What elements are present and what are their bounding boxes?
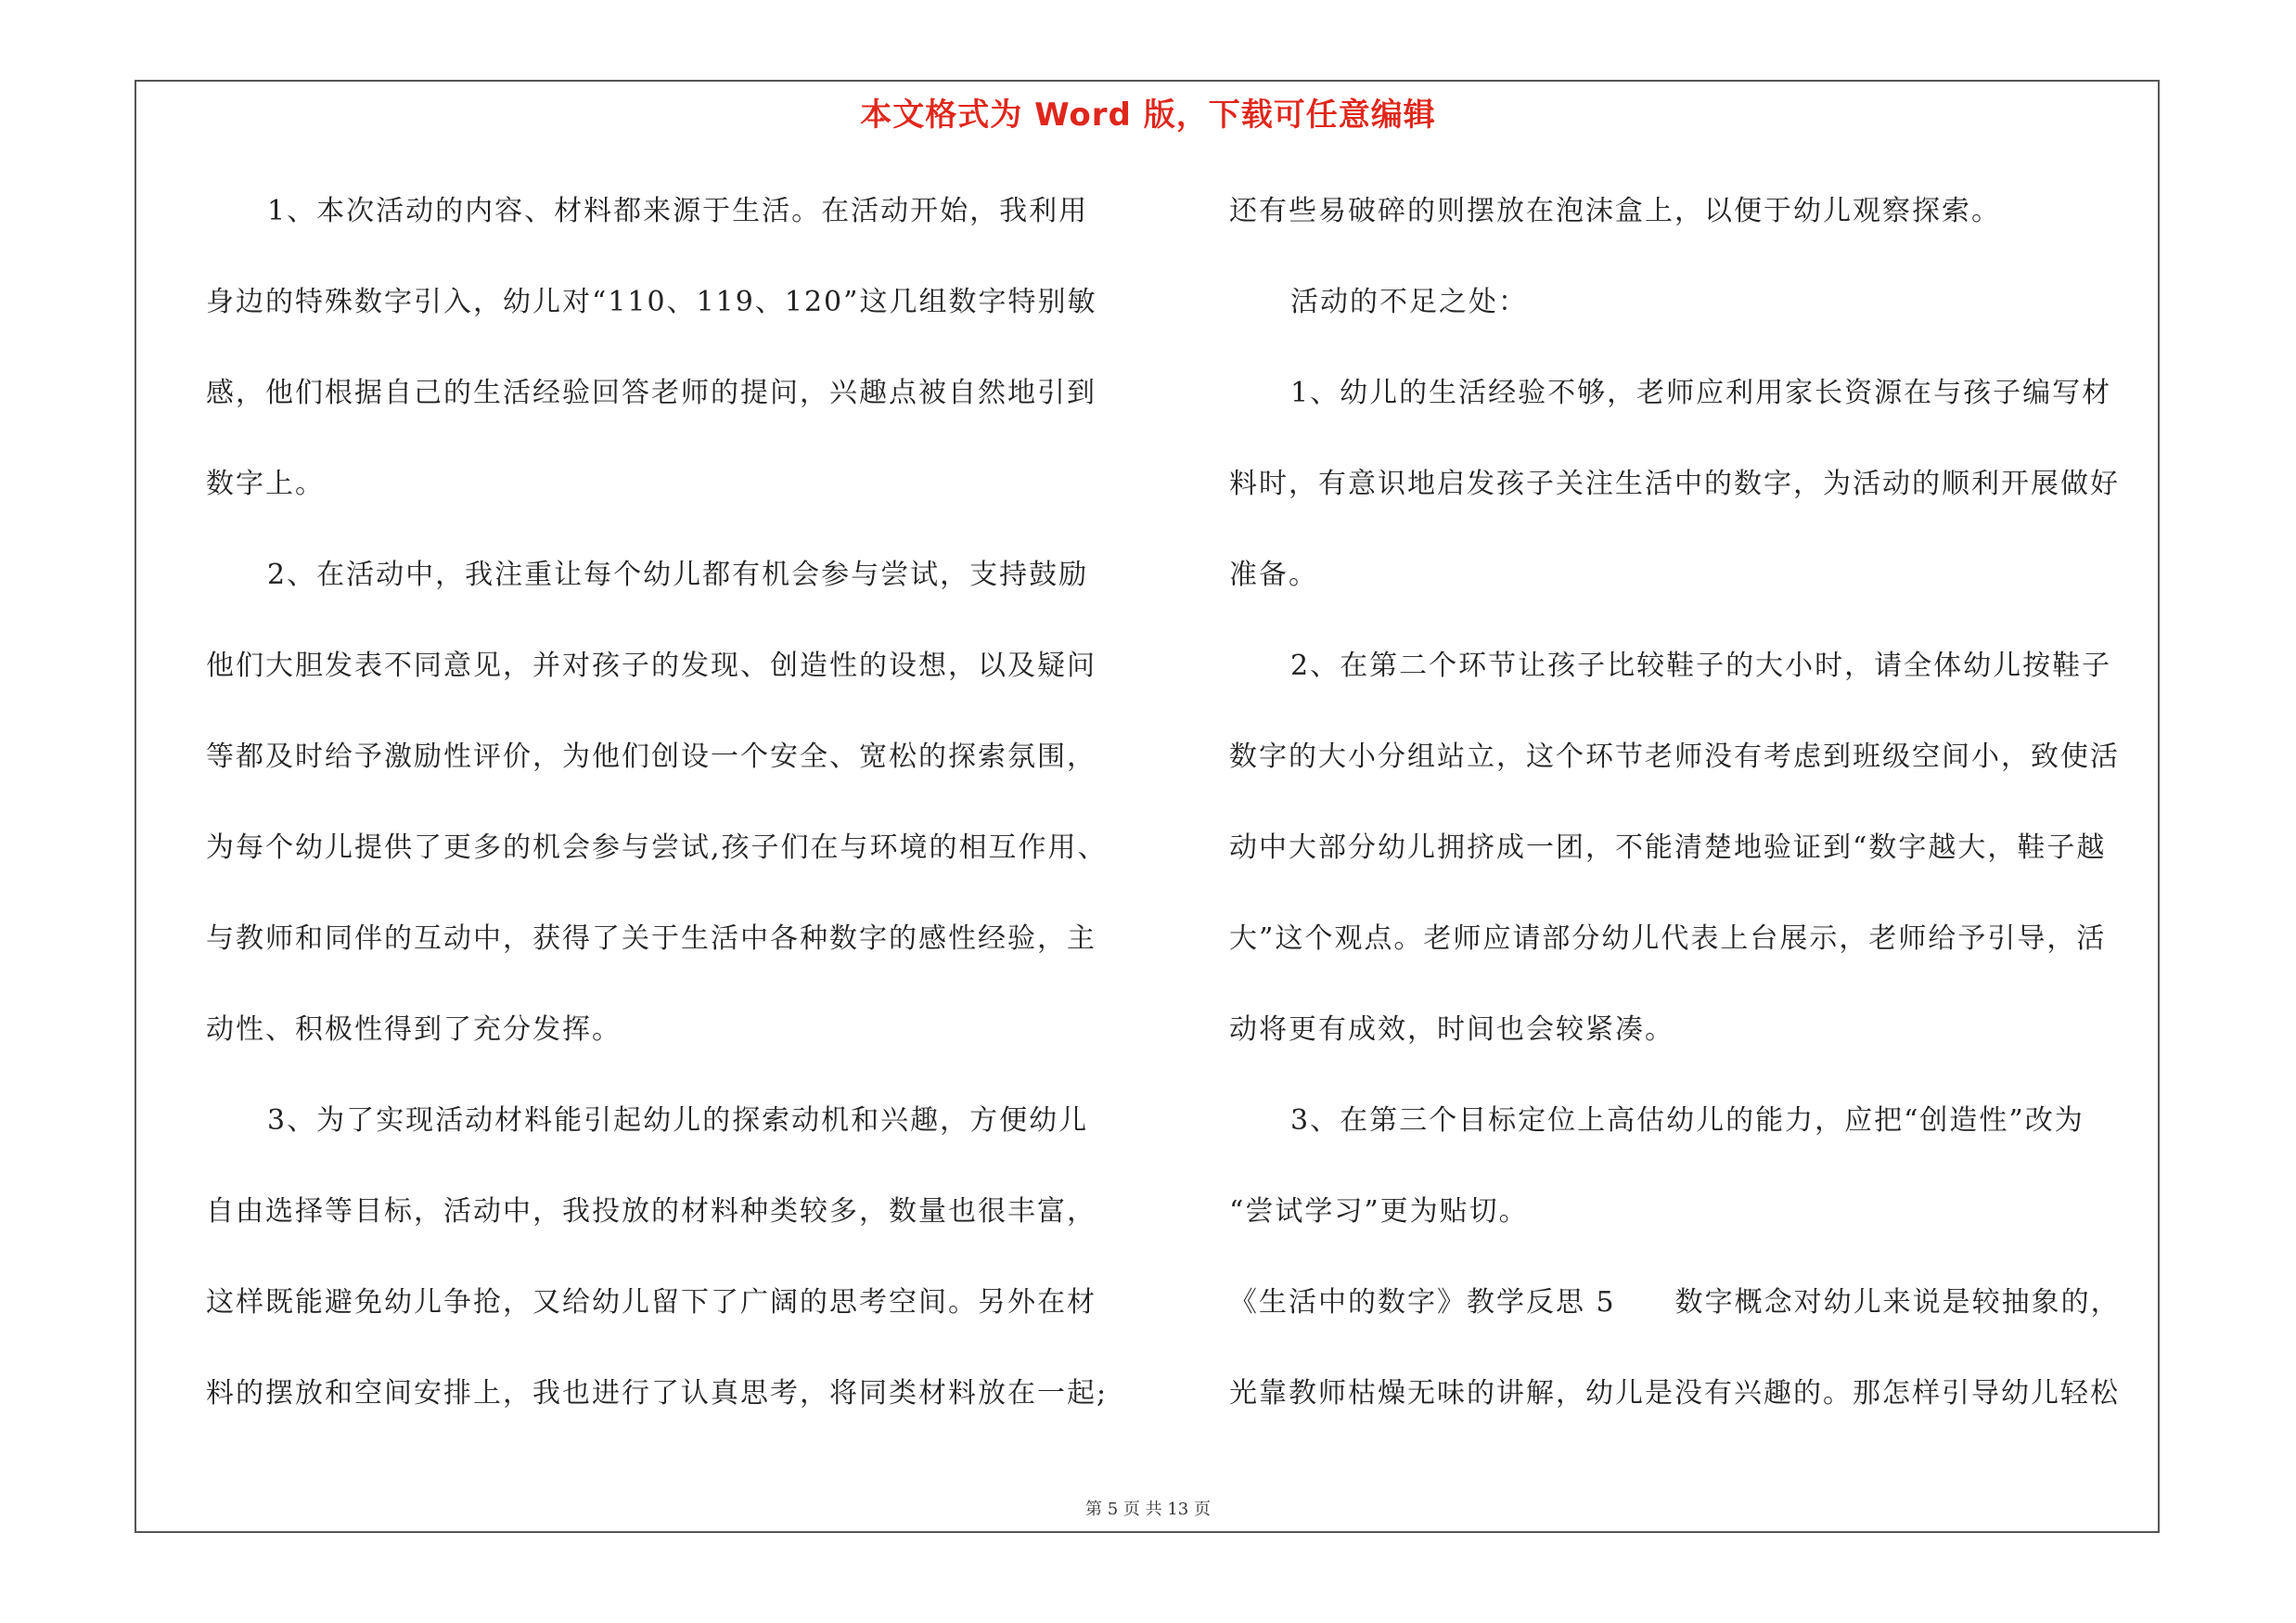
text-line: 身边的特殊数字引入，幼儿对“110、119、120”这几组数字特别敏 — [206, 286, 1097, 318]
text-line: 自由选择等目标，活动中，我投放的材料种类较多，数量也很丰富， — [206, 1195, 1097, 1228]
text-line: 料的摆放和空间安排上，我也进行了认真思考，将同类材料放在一起; — [206, 1377, 1109, 1410]
text-line: 1、幼儿的生活经验不够，老师应利用家长资源在与孩子编写材 — [1290, 377, 2112, 409]
text-line: 3、为了实现活动材料能引起幼儿的探索动机和兴趣，方便幼儿 — [267, 1104, 1089, 1137]
text-line: 感，他们根据自己的生活经验回答老师的提问，兴趣点被自然地引到 — [206, 377, 1097, 409]
text-line: 2、在第二个环节让孩子比较鞋子的大小时，请全体幼儿按鞋子 — [1290, 650, 2112, 682]
text-line: 光靠教师枯燥无味的讲解，幼儿是没有兴趣的。那怎样引导幼儿轻松 — [1229, 1377, 2120, 1410]
text-line: 他们大胆发表不同意见，并对孩子的发现、创造性的设想，以及疑问 — [206, 650, 1097, 682]
text-line: 动性、积极性得到了充分发挥。 — [206, 1013, 622, 1046]
text-line: 与教师和同伴的互动中，获得了关于生活中各种数字的感性经验，主 — [206, 922, 1097, 955]
format-banner: 本文格式为 Word 版，下载可任意编辑 — [860, 97, 1436, 134]
text-line: 1、本次活动的内容、材料都来源于生活。在活动开始，我利用 — [267, 195, 1089, 227]
text-line: 等都及时给予激励性评价，为他们创设一个安全、宽松的探索氛围， — [206, 741, 1097, 773]
right-column — [1229, 186, 2148, 1459]
text-line: 3、在第三个目标定位上高估幼儿的能力，应把“创造性”改为 — [1290, 1104, 2084, 1137]
page-number: 第 5 页 共 13 页 — [1085, 1500, 1211, 1519]
text-line: 《生活中的数字》教学反思 5 数字概念对幼儿来说是较抽象的， — [1229, 1286, 2121, 1319]
text-line: 动中大部分幼儿拥挤成一团，不能清楚地验证到“数字越大，鞋子越 — [1229, 831, 2107, 864]
text-line: 料时，有意识地启发孩子关注生活中的数字，为活动的顺利开展做好 — [1229, 468, 2120, 500]
text-line: 2、在活动中，我注重让每个幼儿都有机会参与尝试，支持鼓励 — [267, 559, 1089, 591]
text-line: “尝试学习”更为贴切。 — [1229, 1195, 1529, 1228]
left-column — [206, 186, 1124, 1459]
text-line: 还有些易破碎的则摆放在泡沫盒上，以便于幼儿观察探索。 — [1229, 195, 2001, 227]
text-line: 数字上。 — [206, 468, 325, 500]
text-line: 大”这个观点。老师应请部分幼儿代表上台展示，老师给予引导，活 — [1229, 922, 2107, 955]
text-line: 这样既能避免幼儿争抢，又给幼儿留下了广阔的思考空间。另外在材 — [206, 1286, 1097, 1319]
text-line: 动将更有成效，时间也会较紧凑。 — [1229, 1013, 1674, 1046]
text-line: 数字的大小分组站立，这个环节老师没有考虑到班级空间小，致使活 — [1229, 741, 2120, 773]
text-line: 为每个幼儿提供了更多的机会参与尝试,孩子们在与环境的相互作用、 — [206, 831, 1108, 864]
text-line: 准备。 — [1229, 559, 1318, 591]
text-line: 活动的不足之处： — [1290, 286, 1528, 318]
